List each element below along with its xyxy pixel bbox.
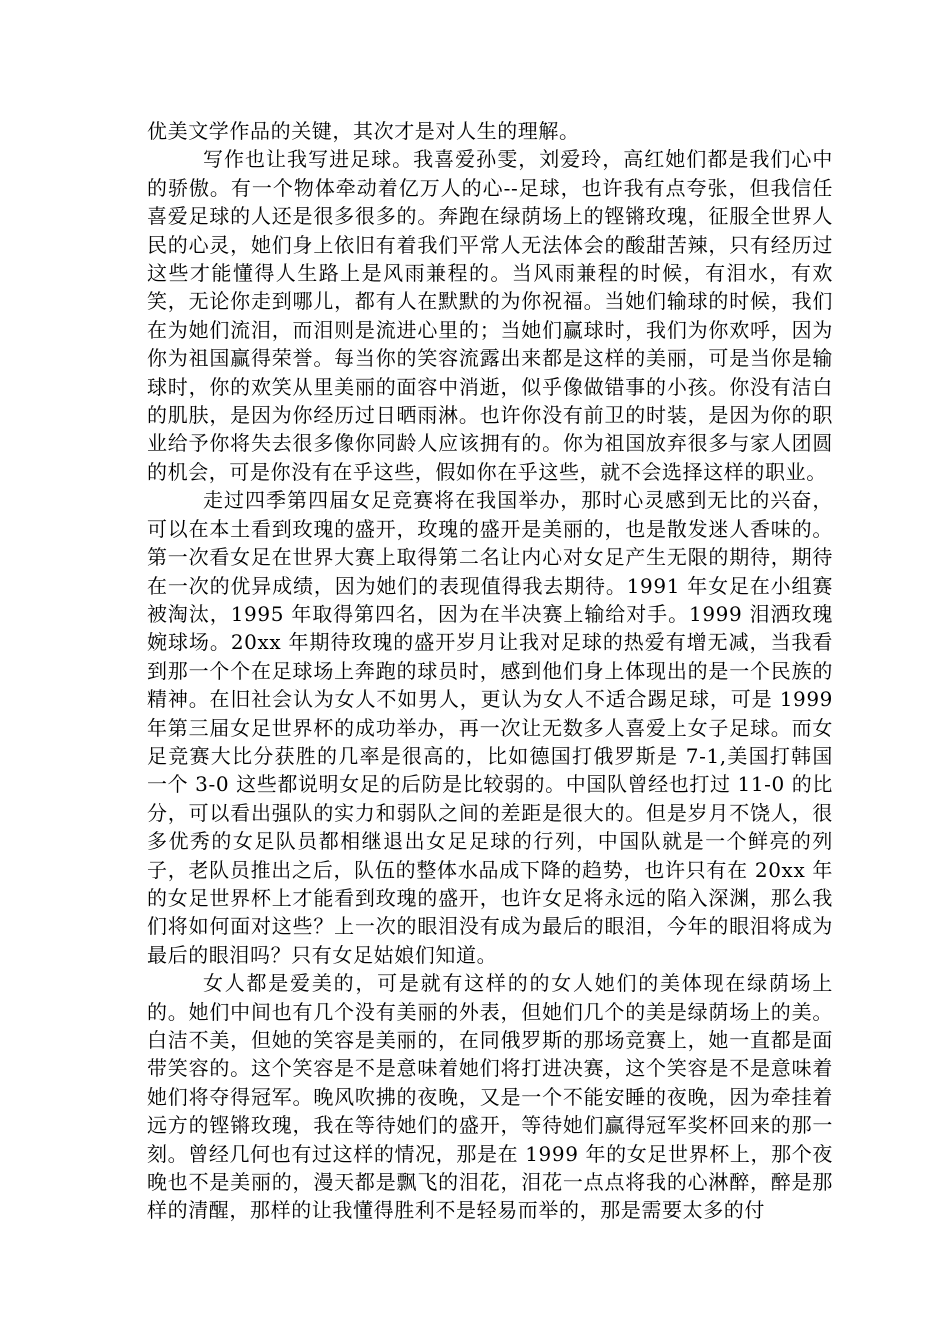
paragraph-beauty-on-field: 女人都是爱美的，可是就有这样的的女人她们的美体现在绿荫场上的。她们中间也有几个没有美丽的外表，但她们几个的美是绿荫场上的美。白洁不美，但她的笑容是美丽的，在同俄罗斯的那场竞赛上，她一直都是面带笑容的。这个笑容是不是意味着她们将打进决赛，这个笑容是不是意味着她们将夺得冠军。晚风吹拂的夜晚，又是一个不能安睡的夜晚，因为牵挂着远方的铿锵玫瑰，我在等待她们的盛开，等待她们赢得冠军奖杯回来的那一刻。曾经几何也有过这样的情况，那是在 1999 年的女足世界杯上，那个夜晚也不是美丽的，漫天都是飘飞的泪花，泪花一点点将我的心淋醉，醉是那样的清醒，那样的让我懂得胜利不是轻易而举的，那是需要太多的付 [147,971,833,1223]
document-body [147,117,833,1225]
paragraph-continuation: 优美文学作品的关键，其次才是对人生的理解。 [147,119,580,143]
paragraph-world-cup-history: 走过四季第四届女足竞赛将在我国举办，那时心灵感到无比的兴奋，可以在本土看到玫瑰的盛开，玫瑰的盛开是美丽的，也是散发迷人香味的。第一次看女足在世界大赛上取得第二名让内心对女足产生无限的期待，期待在一次的优异成绩，因为她们的表现值得我去期待。1991 年女足在小组赛被淘汰，1995 年取得第四名，因为在半决赛上输给对手。1999 泪洒玫瑰婉球场。20xx 年期待玫瑰的盛开岁月让我对足球的热爱有增无减，当我看到那一个个在足球场上奔跑的球员时，感到他们身上体现出的是一个民族的精神。在旧社会认为女人不如男人，更认为女人不适合踢足球，可是 1999 年第三届女足世界杯的成功举办，再一次让无数多人喜爱上女子足球。而女足竞赛大比分获胜的几率是很高的，比如德国打俄罗斯是 7-1,美国打韩国一个 3-0 这些都说明女足的后防是比较弱的。中国队曾经也打过 11-0 的比分，可以看出强队的实力和弱队之间的差距是很大的。但是岁月不饶人，很多优秀的女足队员都相继退出女足足球的行列，中国队就是一个鲜亮的列子，老队员推出之后，队伍的整体水品成下降的趋势，也许只有在 20xx 年的女足世界杯上才能看到玫瑰的盛开，也许女足将永远的陷入深渊，那么我们将如何面对这些？上一次的眼泪没有成为最后的眼泪，今年的眼泪将成为最后的眼泪吗？只有女足姑娘们知道。 [147,488,833,967]
paragraph-writing-football: 写作也让我写进足球。我喜爱孙雯，刘爱玲，高红她们都是我们心中的骄傲。有一个物体牵动着亿万人的心--足球，也许我有点夸张，但我信任喜爱足球的人还是很多很多的。奔跑在绿荫场上的铿锵玫瑰，征服全世界人民的心灵，她们身上依旧有着我们平常人无法体会的酸甜苦辣，只有经历过这些才能懂得人生路上是风雨兼程的。当风雨兼程的时候，有泪水，有欢笑，无论你走到哪儿，都有人在默默的为你祝福。当她们输球的时候，我们在为她们流泪，而泪则是流进心里的；当她们赢球时，我们为你欢呼，因为你为祖国赢得荣誉。每当你的笑容流露出来都是这样的美丽，可是当你是输球时，你的欢笑从里美丽的面容中消逝，似乎像做错事的小孩。你没有洁白的肌肤，是因为你经历过日晒雨淋。也许你没有前卫的时装，是因为你的职业给予你将失去很多像你同龄人应该拥有的。你为祖国放弃很多与家人团圆的机会，可是你没有在乎这些，假如你在乎这些，就不会选择这样的职业。 [147,147,833,484]
